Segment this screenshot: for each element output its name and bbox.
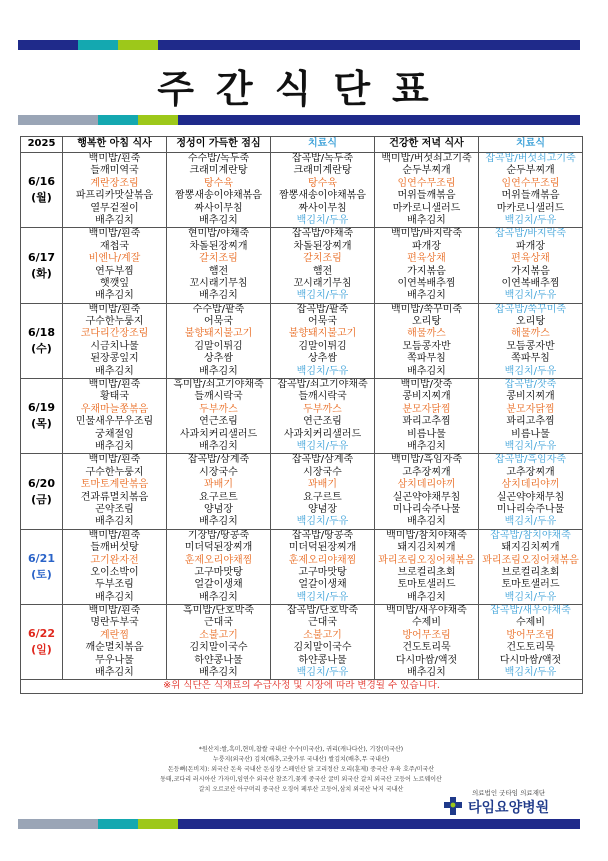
therapeutic-dinner-cell xyxy=(479,303,583,378)
weekday-label: (일) xyxy=(31,643,52,657)
menu-item: 잡곡밥/흑임자죽 xyxy=(495,454,566,466)
menu-item: 짬뽕새송이야채볶음 xyxy=(175,190,262,202)
date-cell xyxy=(21,303,63,378)
menu-item: 미나리숙주나물 xyxy=(496,503,565,515)
menu-item: 민물새우무우조림 xyxy=(75,416,154,428)
dinner-header: 건강한 저녁 식사 xyxy=(375,137,479,153)
menu-item: 근대국 xyxy=(204,617,233,629)
menu-item: 수수밥/녹두죽 xyxy=(187,153,250,164)
menu-item: 토마토계란볶음 xyxy=(80,479,149,491)
menu-item: 우채마늘쫑볶음 xyxy=(80,403,149,415)
menu-item: 토마토샐러드 xyxy=(397,579,456,591)
menu-item: 백김치/두유 xyxy=(504,290,557,302)
menu-item: 마카로니샐러드 xyxy=(392,202,461,214)
menu-item: 해물까스 xyxy=(407,328,446,340)
menu-item: 황태국 xyxy=(100,391,129,403)
menu-item: 소불고기 xyxy=(199,629,238,641)
menu-item: 모듬콩자반 xyxy=(506,340,555,352)
menu-item: 수제비 xyxy=(516,617,545,629)
menu-item: 백미밥/새우야채죽 xyxy=(386,605,467,617)
origin-line: 돈등뼈(돈비지): 외국산 돈육 국내산 돈심장 스페인산 닭 고리정산 오리(훈제) 중국산 우육 호주/미국산 xyxy=(167,766,435,773)
menu-item: 김치말이국수 xyxy=(293,642,352,654)
day-row xyxy=(21,153,583,228)
date-cell xyxy=(21,454,63,529)
menu-item: 건도토리묵 xyxy=(402,642,451,654)
dinner-cell xyxy=(375,379,479,454)
menu-item: 코다리간장조림 xyxy=(80,328,149,340)
menu-item: 잡곡밥/버섯쇠고기죽 xyxy=(485,153,576,164)
menu-item: 백김치/두유 xyxy=(504,214,557,226)
therapeutic-lunch-cell xyxy=(271,605,375,680)
menu-item: 고구마맛탕 xyxy=(298,566,347,578)
menu-item: 백미밥/흰죽 xyxy=(88,529,141,541)
menu-item: 파프리카맛살볶음 xyxy=(75,190,154,202)
menu-item: 구수한누룽지 xyxy=(85,466,144,478)
menu-item: 임연수무조림 xyxy=(397,177,456,189)
breakfast-cell xyxy=(63,605,167,680)
menu-item: 들깨미역국 xyxy=(90,165,139,177)
menu-item: 훈제오리야채찜 xyxy=(288,554,357,566)
year-header: 2025 xyxy=(21,137,63,153)
menu-item: 백김치/두유 xyxy=(504,591,557,603)
menu-item: 상추쌈 xyxy=(308,353,337,365)
day-row xyxy=(21,303,583,378)
lunch-cell xyxy=(167,529,271,604)
menu-item: 연두부찜 xyxy=(95,265,134,277)
menu-item: 콩비지찌개 xyxy=(402,391,451,403)
date-label: 6/18 xyxy=(28,325,55,339)
lunch-cell xyxy=(167,454,271,529)
menu-item: 하얀콩나물 xyxy=(298,654,347,666)
menu-item: 흑미밥/쇠고기야채죽 xyxy=(173,379,264,391)
logo-subtitle: 의료법인 굿타임 의료재단 xyxy=(472,789,546,797)
therapeutic-dinner-cell xyxy=(479,379,583,454)
date-label: 6/22 xyxy=(28,627,55,641)
menu-item: 김말이튀김 xyxy=(298,340,347,352)
menu-item: 배추김치 xyxy=(95,591,134,603)
menu-item: 흑미밥/단호박죽 xyxy=(183,605,254,617)
logo-name: 타임요양병원 xyxy=(468,800,550,816)
menu-item: 두부조림 xyxy=(95,579,134,591)
dinner-cell xyxy=(375,228,479,303)
menu-item: 사과치커리샐러드 xyxy=(283,428,362,440)
menu-item: 배추김치 xyxy=(407,214,446,226)
menu-item: 백김치/두유 xyxy=(296,214,349,226)
menu-item: 어묵국 xyxy=(204,316,233,328)
top-color-bar xyxy=(18,40,580,50)
weekday-label: (금) xyxy=(31,492,52,506)
lunch-cell xyxy=(167,303,271,378)
menu-item: 미더덕된장찌개 xyxy=(288,542,357,554)
menu-item: 들깨시락국 xyxy=(194,391,243,403)
weekday-label: (목) xyxy=(31,417,52,431)
menu-item: 순두부찌개 xyxy=(402,165,451,177)
menu-item: 배추김치 xyxy=(199,365,238,377)
menu-item: 파개장 xyxy=(516,240,545,252)
menu-item: 소불고기 xyxy=(303,629,342,641)
menu-item: 오리탕 xyxy=(412,316,441,328)
menu-item: 백미밥/흰죽 xyxy=(88,228,141,240)
menu-item: 계란찜 xyxy=(100,629,129,641)
breakfast-cell xyxy=(63,529,167,604)
menu-item: 두부까스 xyxy=(303,403,342,415)
menu-item: 배추김치 xyxy=(95,365,134,377)
page-title: 주간식단표 xyxy=(157,67,451,111)
menu-item: 상추쌈 xyxy=(204,353,233,365)
therapeutic-dinner-cell xyxy=(479,228,583,303)
breakfast-cell xyxy=(63,379,167,454)
menu-item: 백미밥/쑥꾸미죽 xyxy=(391,303,462,315)
origin-line: *원산지:쌀,흑미,현미,찹쌀 국내산 수수(미국산), 귀리(캐나다산), 기장(미국산) xyxy=(198,746,404,753)
menu-item: 백김치/두유 xyxy=(296,290,349,302)
menu-item: 무우나물 xyxy=(95,654,134,666)
origin-line: 누룽지(외국산) 김치(배추,고춧가루 국내산) 쌀김치(배추,무 국내산) xyxy=(212,756,390,763)
menu-item: 들깨버섯탕 xyxy=(90,542,139,554)
menu-item: 배추김치 xyxy=(407,591,446,603)
menu-item: 수수밥/팥죽 xyxy=(192,303,245,315)
menu-item: 편육상채 xyxy=(407,253,446,265)
therapeutic-lunch-cell xyxy=(271,303,375,378)
menu-item: 백미밥/참치야채죽 xyxy=(386,529,467,541)
menu-item: 짜사이무침 xyxy=(194,202,243,214)
menu-item: 배추김치 xyxy=(407,667,446,679)
menu-item: 꽈리고추찜 xyxy=(402,416,451,428)
menu-item: 이연복배추찜 xyxy=(397,277,456,289)
date-cell xyxy=(21,529,63,604)
menu-item: 백김치/두유 xyxy=(504,440,557,452)
menu-item: 백미밥/흰죽 xyxy=(88,303,141,315)
menu-item: 현미밥/야채죽 xyxy=(187,228,250,240)
menu-item: 잡곡밥/삼계죽 xyxy=(291,454,354,466)
menu-item: 된장콩잎지 xyxy=(90,353,139,365)
menu-item: 삼치데리야끼 xyxy=(501,479,560,491)
menu-item: 배추김치 xyxy=(199,290,238,302)
menu-item: 고추장찌개 xyxy=(402,466,451,478)
lunch-header: 정성이 가득한 점심 xyxy=(167,137,271,153)
therapeutic-lunch-header: 치료식 xyxy=(271,137,375,153)
menu-item: 비엔나/계잘 xyxy=(88,253,141,265)
date-label: 6/19 xyxy=(28,401,55,415)
menu-item: 수제비 xyxy=(412,617,441,629)
menu-item: 열무겉절이 xyxy=(90,202,139,214)
menu-item: 배추김치 xyxy=(199,214,238,226)
origin-line: 동태,코다리 러시아산 가자미,임연수 외국산 참조기,꽃게 중국산 굴비 외국산 갈치 외국산 고등어 노르웨이산 xyxy=(160,776,442,783)
menu-item: 백미밥/흰죽 xyxy=(88,454,141,466)
menu-item: 배추김치 xyxy=(95,290,134,302)
lunch-cell xyxy=(167,379,271,454)
menu-item: 차돌된장찌개 xyxy=(293,240,352,252)
menu-item: 백미밥/잣죽 xyxy=(400,379,453,391)
breakfast-cell xyxy=(63,228,167,303)
menu-item: 백김치/두유 xyxy=(504,667,557,679)
menu-item: 햄전 xyxy=(208,265,229,277)
menu-item: 백김치/두유 xyxy=(296,440,349,452)
therapeutic-lunch-cell xyxy=(271,529,375,604)
breakfast-cell xyxy=(63,303,167,378)
date-cell xyxy=(21,379,63,454)
dinner-cell xyxy=(375,605,479,680)
menu-item: 두부까스 xyxy=(199,403,238,415)
table-header-row xyxy=(21,137,583,153)
menu-item: 불향돼지불고기 xyxy=(288,328,357,340)
menu-item: 모듬콩자반 xyxy=(402,340,451,352)
menu-item: 탕수육 xyxy=(204,177,233,189)
menu-item: 얼갈이생채 xyxy=(298,579,347,591)
menu-item: 꽈배기 xyxy=(308,479,337,491)
menu-item: 이연복배추찜 xyxy=(501,277,560,289)
bottom-color-bar xyxy=(18,819,580,829)
menu-item: 백미밥/버섯쇠고기죽 xyxy=(381,153,472,164)
middle-color-bar xyxy=(18,115,580,125)
breakfast-cell xyxy=(63,153,167,228)
menu-item: 잡곡밥/참치야채죽 xyxy=(490,529,571,541)
breakfast-cell xyxy=(63,454,167,529)
menu-item: 건도토리묵 xyxy=(506,642,555,654)
menu-item: 잡곡밥/바지락죽 xyxy=(495,228,566,240)
menu-item: 해물까스 xyxy=(511,328,550,340)
menu-item: 다시마쌈/액젓 xyxy=(499,654,562,666)
therapeutic-dinner-cell xyxy=(479,153,583,228)
menu-item: 불향돼지불고기 xyxy=(184,328,253,340)
menu-item: 양념장 xyxy=(308,503,337,515)
therapeutic-lunch-cell xyxy=(271,454,375,529)
menu-item: 백김치/두유 xyxy=(296,365,349,377)
menu-item: 요구르트 xyxy=(199,491,238,503)
menu-item: 임연수무조림 xyxy=(501,177,560,189)
menu-item: 햇깻잎 xyxy=(100,277,129,289)
menu-item: 근대국 xyxy=(308,617,337,629)
day-row xyxy=(21,529,583,604)
menu-item: 크래미계란탕 xyxy=(189,165,248,177)
date-cell xyxy=(21,153,63,228)
therapeutic-dinner-cell xyxy=(479,605,583,680)
dinner-cell xyxy=(375,529,479,604)
date-label: 6/16 xyxy=(28,175,55,189)
menu-item: 햄전 xyxy=(312,265,333,277)
therapeutic-dinner-cell xyxy=(479,529,583,604)
day-row xyxy=(21,379,583,454)
menu-item: 배추김치 xyxy=(95,667,134,679)
menu-item: 요구르트 xyxy=(303,491,342,503)
menu-item: 잡곡밥/팥죽 xyxy=(296,303,349,315)
menu-item: 실곤약야채무침 xyxy=(392,491,461,503)
menu-item: 얼갈이생채 xyxy=(194,579,243,591)
menu-item: 파개장 xyxy=(412,240,441,252)
menu-item: 배추김치 xyxy=(199,591,238,603)
menu-item: 고기완자전 xyxy=(90,554,139,566)
lunch-cell xyxy=(167,605,271,680)
cross-icon xyxy=(442,796,464,816)
menu-item: 고구마맛탕 xyxy=(194,566,243,578)
menu-item: 잡곡밥/새우야채죽 xyxy=(490,605,571,617)
menu-item: 어묵국 xyxy=(308,316,337,328)
menu-item: 시금치나물 xyxy=(90,340,139,352)
menu-item: 꼬시래기무침 xyxy=(189,277,248,289)
menu-item: 배추김치 xyxy=(407,290,446,302)
menu-item: 브로컬리초회 xyxy=(397,566,456,578)
menu-item: 명란두부국 xyxy=(90,617,139,629)
menu-item: 가지볶음 xyxy=(407,265,446,277)
menu-item: 깨순멸치볶음 xyxy=(85,642,144,654)
menu-item: 차돌된장찌개 xyxy=(189,240,248,252)
notice-row xyxy=(21,680,583,693)
menu-item: 꽈배기 xyxy=(204,479,233,491)
menu-item: 잡곡밥/땅콩죽 xyxy=(291,529,354,541)
menu-item: 배추김치 xyxy=(407,440,446,452)
therapeutic-lunch-cell xyxy=(271,379,375,454)
menu-item: 재첩국 xyxy=(100,240,129,252)
menu-item: 백김치/두유 xyxy=(504,516,557,528)
dinner-cell xyxy=(375,153,479,228)
menu-item: 순두부찌개 xyxy=(506,165,555,177)
menu-item: 배추김치 xyxy=(199,667,238,679)
menu-item: 배추김치 xyxy=(199,440,238,452)
menu-item: 잡곡밥/잣죽 xyxy=(504,379,557,391)
menu-item: 꽈리고추찜 xyxy=(506,416,555,428)
menu-item: 잡곡밥/녹두죽 xyxy=(291,153,354,164)
menu-item: 오리탕 xyxy=(516,316,545,328)
menu-item: 양념장 xyxy=(204,503,233,515)
menu-item: 꽈리조림오징어채볶음 xyxy=(378,554,475,566)
menu-item: 잡곡밥/쑥꾸미죽 xyxy=(495,303,566,315)
menu-item: 편육상채 xyxy=(511,253,550,265)
menu-item: 꼬시래기무침 xyxy=(293,277,352,289)
menu-item: 고추장찌개 xyxy=(506,466,555,478)
menu-item: 백김치/두유 xyxy=(504,365,557,377)
therapeutic-dinner-cell xyxy=(479,454,583,529)
day-row xyxy=(21,605,583,680)
notice-text: ※위 식단은 식재료의 수급사정 및 시장에 따라 변경될 수 있습니다. xyxy=(21,680,583,693)
menu-item: 브로컬리초회 xyxy=(501,566,560,578)
date-cell xyxy=(21,228,63,303)
day-row xyxy=(21,454,583,529)
menu-item: 미나리숙주나물 xyxy=(392,503,461,515)
menu-item: 시장국수 xyxy=(199,466,238,478)
menu-item: 잡곡밥/쇠고기야채죽 xyxy=(277,379,368,391)
menu-item: 들깨시락국 xyxy=(298,391,347,403)
menu-item: 짬뽕새송이야채볶음 xyxy=(279,190,366,202)
menu-item: 머위들깨볶음 xyxy=(397,190,456,202)
menu-item: 토마토샐러드 xyxy=(501,579,560,591)
menu-item: 연근조림 xyxy=(199,416,238,428)
menu-item: 꽈리조림오징어채볶음 xyxy=(482,554,579,566)
day-row xyxy=(21,228,583,303)
menu-item: 비름나물 xyxy=(511,428,550,440)
menu-item: 미더덕된장찌개 xyxy=(184,542,253,554)
menu-item: 콩비지찌개 xyxy=(506,391,555,403)
weekday-label: (월) xyxy=(31,191,52,205)
weekly-menu-table xyxy=(20,136,583,694)
date-cell xyxy=(21,605,63,680)
menu-item: 연근조림 xyxy=(303,416,342,428)
menu-item: 백김치/두유 xyxy=(296,667,349,679)
breakfast-header: 행복한 아침 식사 xyxy=(63,137,167,153)
menu-item: 잡곡밥/야채죽 xyxy=(291,228,354,240)
lunch-cell xyxy=(167,228,271,303)
menu-item: 백미밥/흰죽 xyxy=(88,605,141,617)
menu-item: 비름나물 xyxy=(407,428,446,440)
menu-item: 백미밥/바지락죽 xyxy=(391,228,462,240)
menu-item: 삼치데리야끼 xyxy=(397,479,456,491)
menu-item: 백김치/두유 xyxy=(296,516,349,528)
menu-item: 배추김치 xyxy=(95,516,134,528)
menu-item: 견과류멸치볶음 xyxy=(80,491,149,503)
menu-item: 배추김치 xyxy=(95,440,134,452)
menu-item: 훈제오리야채찜 xyxy=(184,554,253,566)
therapeutic-lunch-cell xyxy=(271,228,375,303)
menu-item: 김말이튀김 xyxy=(194,340,243,352)
weekday-label: (토) xyxy=(31,567,52,581)
menu-item: 배추김치 xyxy=(407,516,446,528)
menu-item: 곤약조림 xyxy=(95,503,134,515)
menu-item: 분모자닭찜 xyxy=(402,403,451,415)
menu-item: 구수한누룽지 xyxy=(85,316,144,328)
menu-item: 돼지김치찌개 xyxy=(397,542,456,554)
menu-item: 방어무조림 xyxy=(506,629,555,641)
menu-item: 짜사이무침 xyxy=(298,202,347,214)
menu-item: 백미밥/흰죽 xyxy=(88,153,141,164)
menu-item: 쪽파무침 xyxy=(511,353,550,365)
menu-item: 갈치조림 xyxy=(303,253,342,265)
menu-item: 백미밥/흰죽 xyxy=(88,379,141,391)
menu-item: 기장밥/땅콩죽 xyxy=(187,529,250,541)
hospital-logo xyxy=(442,788,592,816)
menu-item: 돼지김치찌개 xyxy=(501,542,560,554)
menu-item: 배추김치 xyxy=(407,365,446,377)
menu-item: 사과치커리샐러드 xyxy=(179,428,258,440)
menu-item: 궁채절임 xyxy=(95,428,134,440)
therapeutic-dinner-header: 치료식 xyxy=(479,137,583,153)
menu-item: 방어무조림 xyxy=(402,629,451,641)
menu-item: 잡곡밥/삼계죽 xyxy=(187,454,250,466)
dinner-cell xyxy=(375,303,479,378)
menu-item: 마카로니샐러드 xyxy=(496,202,565,214)
menu-item: 백김치/두유 xyxy=(296,591,349,603)
menu-item: 백미밥/흑임자죽 xyxy=(391,454,462,466)
menu-item: 탕수육 xyxy=(308,177,337,189)
therapeutic-lunch-cell xyxy=(271,153,375,228)
date-label: 6/20 xyxy=(28,476,55,490)
menu-item: 하얀콩나물 xyxy=(194,654,243,666)
menu-item: 갈치조림 xyxy=(199,253,238,265)
weekday-label: (화) xyxy=(31,266,52,280)
menu-item: 분모자닭찜 xyxy=(506,403,555,415)
menu-item: 다시마쌈/액젓 xyxy=(395,654,458,666)
menu-item: 오이소박이 xyxy=(90,566,139,578)
menu-item: 가지볶음 xyxy=(511,265,550,277)
origin-line: 갈치 오르코산 아구머리 중국산 오징어 페루산 고등어,삼치 외국산 낙지 국내산 xyxy=(198,786,404,793)
menu-body xyxy=(21,153,583,694)
menu-item: 김치말이국수 xyxy=(189,642,248,654)
dinner-cell xyxy=(375,454,479,529)
menu-item: 잡곡밥/단호박죽 xyxy=(287,605,358,617)
menu-item: 머위들깨볶음 xyxy=(501,190,560,202)
date-label: 6/21 xyxy=(28,551,55,565)
weekday-label: (수) xyxy=(31,341,52,355)
menu-item: 배추김치 xyxy=(95,214,134,226)
menu-item: 계란장조림 xyxy=(90,177,139,189)
lunch-cell xyxy=(167,153,271,228)
menu-item: 쪽파무침 xyxy=(407,353,446,365)
menu-item: 시장국수 xyxy=(303,466,342,478)
menu-item: 실곤약야채무침 xyxy=(496,491,565,503)
date-label: 6/17 xyxy=(28,250,55,264)
menu-item: 배추김치 xyxy=(199,516,238,528)
menu-item: 크래미계란탕 xyxy=(293,165,352,177)
